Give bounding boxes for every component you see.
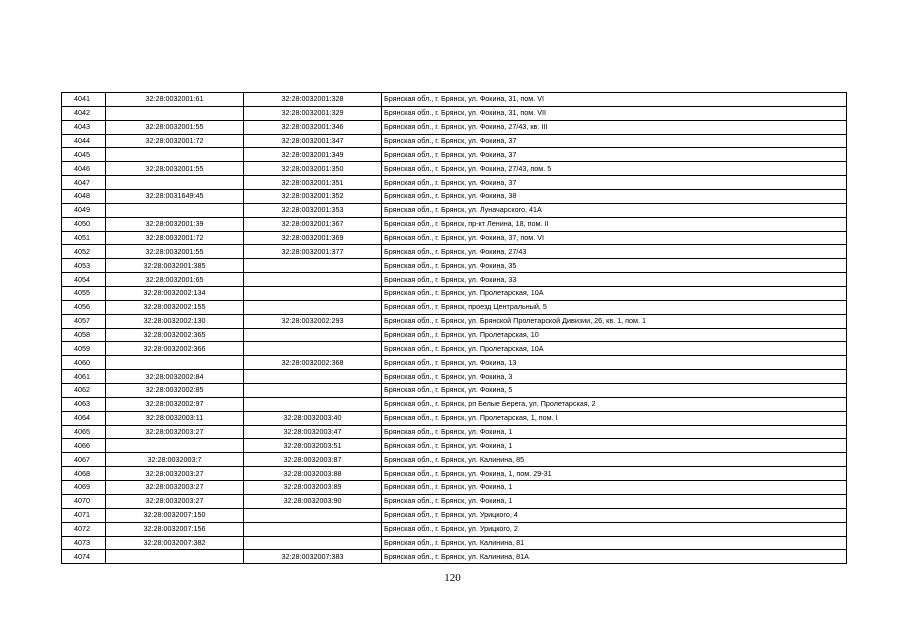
- old-cadastral-number-cell: 32:28:0032001:72: [106, 231, 244, 245]
- address-cell: Брянская обл., г. Брянск, ул. Фокина, 31, пом. VI: [382, 93, 847, 107]
- row-number-cell: 4041: [62, 93, 106, 107]
- row-number-cell: 4052: [62, 245, 106, 259]
- row-number-cell: 4053: [62, 259, 106, 273]
- old-cadastral-number-cell: [106, 356, 244, 370]
- old-cadastral-number-cell: [106, 176, 244, 190]
- new-cadastral-number-cell: 32:28:0032003:88: [244, 467, 382, 481]
- old-cadastral-number-cell: 32:28:0032002:84: [106, 370, 244, 384]
- address-cell: Брянская обл., г. Брянск, ул. Фокина, 1: [382, 425, 847, 439]
- cadastral-table: [61, 92, 847, 564]
- old-cadastral-number-cell: 32:28:0032001:55: [106, 162, 244, 176]
- new-cadastral-number-cell: [244, 384, 382, 398]
- table-row: [62, 217, 847, 231]
- old-cadastral-number-cell: [106, 106, 244, 120]
- new-cadastral-number-cell: 32:28:0032001:347: [244, 134, 382, 148]
- table-row: [62, 287, 847, 301]
- address-cell: Брянская обл., г. Брянск, ул. Фокина, 27/43, кв. III: [382, 120, 847, 134]
- address-cell: Брянская обл., г. Брянск, проезд Центральный, 5: [382, 300, 847, 314]
- row-number-cell: 4064: [62, 411, 106, 425]
- old-cadastral-number-cell: 32:28:0032002:365: [106, 328, 244, 342]
- row-number-cell: 4073: [62, 536, 106, 550]
- page-number: 120: [444, 572, 461, 584]
- old-cadastral-number-cell: 32:28:0032003:27: [106, 494, 244, 508]
- table-row: [62, 522, 847, 536]
- new-cadastral-number-cell: [244, 536, 382, 550]
- old-cadastral-number-cell: 32:28:0032002:155: [106, 300, 244, 314]
- old-cadastral-number-cell: 32:28:0032001:72: [106, 134, 244, 148]
- table-row: [62, 120, 847, 134]
- table-row: [62, 342, 847, 356]
- row-number-cell: 4046: [62, 162, 106, 176]
- old-cadastral-number-cell: 32:28:0032001:65: [106, 273, 244, 287]
- row-number-cell: 4069: [62, 481, 106, 495]
- address-cell: Брянская обл., г. Брянск, пр-кт Ленина, 18, пом. II: [382, 217, 847, 231]
- table-row: [62, 370, 847, 384]
- new-cadastral-number-cell: [244, 397, 382, 411]
- old-cadastral-number-cell: 32:28:0032002:85: [106, 384, 244, 398]
- old-cadastral-number-cell: 32:28:0032003:27: [106, 467, 244, 481]
- old-cadastral-number-cell: 32:28:0032007:156: [106, 522, 244, 536]
- old-cadastral-number-cell: [106, 148, 244, 162]
- table-row: [62, 300, 847, 314]
- old-cadastral-number-cell: 32:28:0032001:61: [106, 93, 244, 107]
- table-row: [62, 314, 847, 328]
- old-cadastral-number-cell: [106, 203, 244, 217]
- new-cadastral-number-cell: 32:28:0032003:90: [244, 494, 382, 508]
- address-cell: Брянская обл., г. Брянск, ул. Пролетарская, 10А: [382, 342, 847, 356]
- new-cadastral-number-cell: 32:28:0032001:352: [244, 190, 382, 204]
- new-cadastral-number-cell: [244, 259, 382, 273]
- new-cadastral-number-cell: 32:28:0032001:353: [244, 203, 382, 217]
- table-row: [62, 231, 847, 245]
- address-cell: Брянская обл., г. Брянск, ул. Фокина, 37: [382, 176, 847, 190]
- new-cadastral-number-cell: 32:28:0032001:329: [244, 106, 382, 120]
- table-row: [62, 550, 847, 564]
- table-row: [62, 106, 847, 120]
- address-cell: Брянская обл., г. Брянск, ул. Фокина, 31, пом. VII: [382, 106, 847, 120]
- old-cadastral-number-cell: 32:28:0031649:45: [106, 190, 244, 204]
- row-number-cell: 4059: [62, 342, 106, 356]
- row-number-cell: 4066: [62, 439, 106, 453]
- old-cadastral-number-cell: 32:28:0032001:385: [106, 259, 244, 273]
- table-row: [62, 397, 847, 411]
- new-cadastral-number-cell: 32:28:0032001:328: [244, 93, 382, 107]
- row-number-cell: 4047: [62, 176, 106, 190]
- old-cadastral-number-cell: 32:28:0032001:39: [106, 217, 244, 231]
- new-cadastral-number-cell: 32:28:0032001:346: [244, 120, 382, 134]
- row-number-cell: 4068: [62, 467, 106, 481]
- table-row: [62, 384, 847, 398]
- address-cell: Брянская обл., г. Брянск, ул. Фокина, 37: [382, 148, 847, 162]
- address-cell: Брянская обл., г. Брянск, ул. Фокина, 1: [382, 439, 847, 453]
- address-cell: Брянская обл., г. Брянск, ул. Пролетарская, 1, пом. I: [382, 411, 847, 425]
- row-number-cell: 4048: [62, 190, 106, 204]
- row-number-cell: 4042: [62, 106, 106, 120]
- new-cadastral-number-cell: 32:28:0032003:51: [244, 439, 382, 453]
- new-cadastral-number-cell: [244, 273, 382, 287]
- old-cadastral-number-cell: 32:28:0032003:27: [106, 481, 244, 495]
- table-row: [62, 176, 847, 190]
- address-cell: Брянская обл., г. Брянск, ул. Фокина, 33: [382, 273, 847, 287]
- old-cadastral-number-cell: 32:28:0032003:7: [106, 453, 244, 467]
- table-row: [62, 508, 847, 522]
- table-row: [62, 93, 847, 107]
- old-cadastral-number-cell: 32:28:0032002:97: [106, 397, 244, 411]
- new-cadastral-number-cell: [244, 300, 382, 314]
- new-cadastral-number-cell: 32:28:0032003:40: [244, 411, 382, 425]
- table-row: [62, 481, 847, 495]
- row-number-cell: 4058: [62, 328, 106, 342]
- row-number-cell: 4049: [62, 203, 106, 217]
- table-row: [62, 190, 847, 204]
- new-cadastral-number-cell: [244, 328, 382, 342]
- address-cell: Брянская обл., г. Брянск, ул. Пролетарская, 10: [382, 328, 847, 342]
- address-cell: Брянская обл., г. Брянск, ул. Пролетарская, 10А: [382, 287, 847, 301]
- row-number-cell: 4055: [62, 287, 106, 301]
- address-cell: Брянская обл., г. Брянск, ул. Фокина, 35: [382, 259, 847, 273]
- old-cadastral-number-cell: 32:28:0032007:382: [106, 536, 244, 550]
- row-number-cell: 4072: [62, 522, 106, 536]
- row-number-cell: 4074: [62, 550, 106, 564]
- old-cadastral-number-cell: [106, 550, 244, 564]
- old-cadastral-number-cell: 32:28:0032003:27: [106, 425, 244, 439]
- address-cell: Брянская обл., г. Брянск, ул. Фокина, 27/43, пом. 5: [382, 162, 847, 176]
- address-cell: Брянская обл., г. Брянск, ул. Фокина, 1, пом. 29-31: [382, 467, 847, 481]
- row-number-cell: 4061: [62, 370, 106, 384]
- old-cadastral-number-cell: 32:28:0032003:11: [106, 411, 244, 425]
- new-cadastral-number-cell: 32:28:0032001:377: [244, 245, 382, 259]
- table-row: [62, 411, 847, 425]
- old-cadastral-number-cell: [106, 439, 244, 453]
- address-cell: Брянская обл., г. Брянск, ул. Фокина, 37: [382, 134, 847, 148]
- cadastral-table-body: [62, 93, 847, 564]
- row-number-cell: 4071: [62, 508, 106, 522]
- row-number-cell: 4065: [62, 425, 106, 439]
- old-cadastral-number-cell: 32:28:0032002:130: [106, 314, 244, 328]
- address-cell: Брянская обл., г. Брянск, ул. Калинина, 85: [382, 453, 847, 467]
- new-cadastral-number-cell: 32:28:0032001:349: [244, 148, 382, 162]
- table-row: [62, 162, 847, 176]
- old-cadastral-number-cell: 32:28:0032002:134: [106, 287, 244, 301]
- row-number-cell: 4051: [62, 231, 106, 245]
- table-row: [62, 245, 847, 259]
- new-cadastral-number-cell: [244, 342, 382, 356]
- old-cadastral-number-cell: 32:28:0032002:366: [106, 342, 244, 356]
- new-cadastral-number-cell: 32:28:0032001:369: [244, 231, 382, 245]
- row-number-cell: 4044: [62, 134, 106, 148]
- new-cadastral-number-cell: [244, 522, 382, 536]
- old-cadastral-number-cell: 32:28:0032001:55: [106, 120, 244, 134]
- address-cell: Брянская обл., г. Брянск, ул. Калинина, 81А: [382, 550, 847, 564]
- row-number-cell: 4050: [62, 217, 106, 231]
- address-cell: Брянская обл., г. Брянск, ул. Фокина, 5: [382, 384, 847, 398]
- address-cell: Брянская обл., г. Брянск, ул. Урицкого, 4: [382, 508, 847, 522]
- row-number-cell: 4070: [62, 494, 106, 508]
- table-row: [62, 148, 847, 162]
- new-cadastral-number-cell: 32:28:0032001:351: [244, 176, 382, 190]
- old-cadastral-number-cell: 32:28:0032001:55: [106, 245, 244, 259]
- address-cell: Брянская обл., г. Брянск, ул. Калинина, 81: [382, 536, 847, 550]
- address-cell: Брянская обл., г. Брянск, ул. Фокина, 1: [382, 481, 847, 495]
- new-cadastral-number-cell: 32:28:0032002:293: [244, 314, 382, 328]
- address-cell: Брянская обл., г. Брянск, ул. Луначарского, 41А: [382, 203, 847, 217]
- table-row: [62, 273, 847, 287]
- table-row: [62, 134, 847, 148]
- address-cell: Брянская обл., г. Брянск, рп Белые Берега, ул. Пролетарская, 2: [382, 397, 847, 411]
- new-cadastral-number-cell: 32:28:0032003:87: [244, 453, 382, 467]
- new-cadastral-number-cell: 32:28:0032007:383: [244, 550, 382, 564]
- row-number-cell: 4057: [62, 314, 106, 328]
- table-row: [62, 328, 847, 342]
- row-number-cell: 4056: [62, 300, 106, 314]
- row-number-cell: 4062: [62, 384, 106, 398]
- address-cell: Брянская обл., г. Брянск, ул. Фокина, 38: [382, 190, 847, 204]
- address-cell: Брянская обл., г. Брянск, ул. Фокина, 27/43: [382, 245, 847, 259]
- new-cadastral-number-cell: 32:28:0032001:367: [244, 217, 382, 231]
- row-number-cell: 4043: [62, 120, 106, 134]
- address-cell: Брянская обл., г. Брянск, ул. Брянской Пролетарской Дивизии, 26, кв. 1, пом. 1: [382, 314, 847, 328]
- new-cadastral-number-cell: [244, 287, 382, 301]
- row-number-cell: 4063: [62, 397, 106, 411]
- address-cell: Брянская обл., г. Брянск, ул. Урицкого, 2: [382, 522, 847, 536]
- table-row: [62, 356, 847, 370]
- address-cell: Брянская обл., г. Брянск, ул. Фокина, 13: [382, 356, 847, 370]
- address-cell: Брянская обл., г. Брянск, ул. Фокина, 37, пом. VI: [382, 231, 847, 245]
- table-row: [62, 467, 847, 481]
- row-number-cell: 4060: [62, 356, 106, 370]
- new-cadastral-number-cell: [244, 508, 382, 522]
- new-cadastral-number-cell: 32:28:0032002:368: [244, 356, 382, 370]
- row-number-cell: 4067: [62, 453, 106, 467]
- new-cadastral-number-cell: [244, 370, 382, 384]
- row-number-cell: 4054: [62, 273, 106, 287]
- table-row: [62, 259, 847, 273]
- address-cell: Брянская обл., г. Брянск, ул. Фокина, 3: [382, 370, 847, 384]
- table-row: [62, 439, 847, 453]
- new-cadastral-number-cell: 32:28:0032003:89: [244, 481, 382, 495]
- old-cadastral-number-cell: 32:28:0032007:150: [106, 508, 244, 522]
- table-row: [62, 536, 847, 550]
- address-cell: Брянская обл., г. Брянск, ул. Фокина, 1: [382, 494, 847, 508]
- new-cadastral-number-cell: 32:28:0032003:47: [244, 425, 382, 439]
- new-cadastral-number-cell: 32:28:0032001:350: [244, 162, 382, 176]
- table-row: [62, 494, 847, 508]
- table-row: [62, 203, 847, 217]
- table-row: [62, 453, 847, 467]
- table-row: [62, 425, 847, 439]
- row-number-cell: 4045: [62, 148, 106, 162]
